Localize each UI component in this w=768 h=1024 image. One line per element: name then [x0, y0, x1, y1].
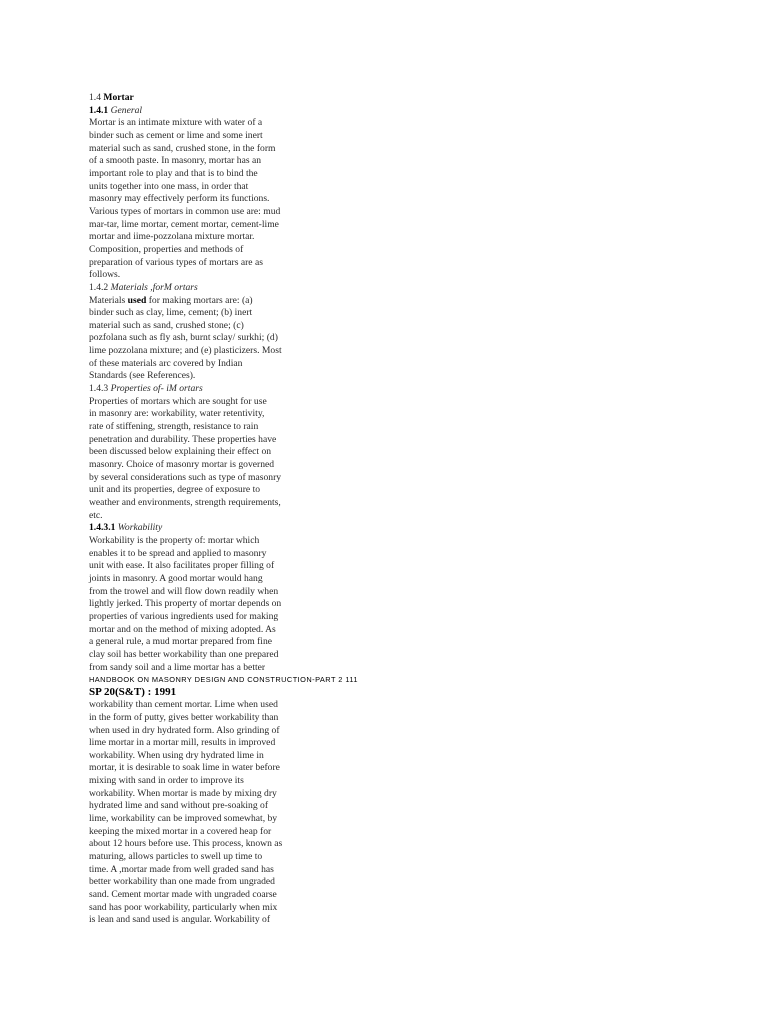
heading-1-4-3 [89, 383, 311, 396]
text-line: etc. [89, 509, 103, 521]
text-line: from sandy soil and a lime mortar has a better [89, 661, 266, 673]
text-line: lightly jerked. This property of mortar depends on [89, 598, 282, 610]
text-line: mar-tar, lime mortar, cement mortar, cement-lime [89, 218, 279, 230]
text-line: from the trowel and will flow down readily when [89, 585, 279, 597]
section-number: 1.4 [89, 92, 101, 103]
text-segment-bold: used [127, 294, 147, 306]
text-line: Workability is the property of: mortar which [89, 534, 260, 546]
text-line: lime mortar in a mortar mill, results in improved [89, 737, 276, 749]
section-title: General [110, 104, 143, 116]
text-line: lime pozzolana mixture; and (e) plasticizers. Most [89, 345, 282, 357]
section-title: Workability [117, 522, 163, 534]
text-line: is lean and sand used is angular. Workability of [89, 914, 271, 926]
text-line: rate of stiffening, strength, resistance to rain [89, 421, 259, 433]
text-segment: Materials [89, 294, 128, 306]
text-line: units together into one mass, in order that [89, 180, 249, 192]
workability-paragraph [89, 535, 311, 674]
text-line: pozfolana such as fly ash, burnt sclay/ surkhi; (d) [89, 332, 278, 344]
properties-paragraph [89, 396, 311, 523]
text-line: keeping the mixed mortar in a covered heap for [89, 825, 272, 837]
section-title: Properties of- iM ortars [110, 383, 203, 395]
document-page [89, 92, 358, 927]
page-footer: HANDBOOK ON MASONRY DESIGN AND CONSTRUCTION-PART 2 111 [89, 675, 358, 685]
text-line: of a smooth paste. In masonry, mortar has an [89, 155, 262, 167]
text-line: masonry may effectively perform its functions. [89, 193, 270, 205]
text-line: sand. Cement mortar made with ungraded coarse [89, 889, 277, 901]
text-line: enables it to be spread and applied to masonry [89, 547, 267, 559]
text-line: material such as sand, crushed stone, in the form [89, 142, 276, 154]
materials-paragraph [89, 295, 311, 384]
text-line: unit with ease. It also facilitates proper filling of [89, 560, 275, 572]
section-number: 1.4.3 [89, 383, 109, 395]
text-line [89, 295, 311, 308]
text-line: sand has poor workability, particularly when mix [89, 901, 278, 913]
continuation-paragraph [89, 699, 311, 927]
general-paragraph [89, 117, 311, 282]
text-line: Various types of mortars in common use are: mud [89, 205, 281, 217]
text-line: mortar, it is desirable to soak lime in water before [89, 762, 280, 774]
text-line: a general rule, a mud mortar prepared from fine [89, 636, 272, 648]
text-line: Standards (see References). [89, 370, 196, 382]
text-line: follows. [89, 269, 121, 281]
heading-1-4-3-1 [89, 522, 311, 535]
text-segment: for making mortars are: (a) [146, 294, 253, 306]
text-line: important role to play and that is to bind the [89, 167, 258, 179]
text-line: mortar and on the method of mixing adopted. As [89, 623, 276, 635]
text-line: preparation of various types of mortars are as [89, 256, 263, 268]
text-line: hydrated lime and sand without pre-soaking of [89, 800, 269, 812]
text-line: workability than cement mortar. Lime when used [89, 699, 278, 711]
text-line: weather and environments, strength requirements, [89, 497, 281, 508]
text-line: material such as sand, crushed stone; (c) [89, 319, 244, 331]
heading-1-4-1 [89, 105, 311, 118]
text-line: binder such as cement or lime and some inert [89, 129, 263, 141]
standard-header: SP 20(S&T) : 1991 [89, 686, 177, 699]
text-line: Mortar is an intimate mixture with water of a [89, 117, 263, 129]
text-line: by several considerations such as type of masonry [89, 471, 282, 483]
text-line: lime, workability can be improved somewhat, by [89, 813, 278, 825]
section-number: 1.4.3.1 [89, 522, 116, 534]
text-line: penetration and durability. These properties have [89, 433, 277, 445]
text-line: been discussed below explaining their effect on [89, 446, 272, 458]
text-line: masonry. Choice of masonry mortar is governed [89, 459, 275, 471]
text-line: of these materials arc covered by Indian [89, 357, 243, 369]
text-line: properties of various ingredients used for making [89, 610, 279, 622]
text-line: in the form of putty, gives better workability than [89, 711, 279, 723]
text-line: in masonry are: workability, water retentivity, [89, 408, 265, 420]
text-line: Composition, properties and methods of [89, 243, 244, 255]
text-line: binder such as clay, lime, cement; (b) inert [89, 307, 253, 319]
section-number: 1.4.2 [89, 281, 109, 293]
text-line: unit and its properties, degree of exposure to [89, 484, 261, 496]
text-line: maturing, allows particles to swell up time to [89, 851, 263, 863]
text-line: when used in dry hydrated form. Also grinding of [89, 724, 280, 736]
heading-1-4-2 [89, 282, 311, 295]
text-line: about 12 hours before use. This process, known as [89, 838, 283, 850]
text-line: time. A ,mortar made from well graded sand has [89, 863, 274, 875]
section-title: Materials ,forM ortars [110, 281, 198, 293]
text-line: workability. When using dry hydrated lime in [89, 749, 264, 761]
section-title: Mortar [103, 92, 134, 103]
text-line: workability. When mortar is made by mixing dry [89, 787, 277, 799]
text-line: joints in masonry. A good mortar would hang [89, 572, 263, 584]
text-line: better workability than one made from ungraded [89, 876, 275, 888]
section-number: 1.4.1 [89, 104, 109, 116]
text-line: mixing with sand in order to improve its [89, 775, 244, 787]
text-line: clay soil has better workability than one prepared [89, 648, 279, 660]
text-line: mortar and iime-pozzolana mixture mortar. [89, 231, 255, 243]
text-line: Properties of mortars which are sought for use [89, 395, 267, 407]
heading-1-4 [89, 92, 311, 105]
